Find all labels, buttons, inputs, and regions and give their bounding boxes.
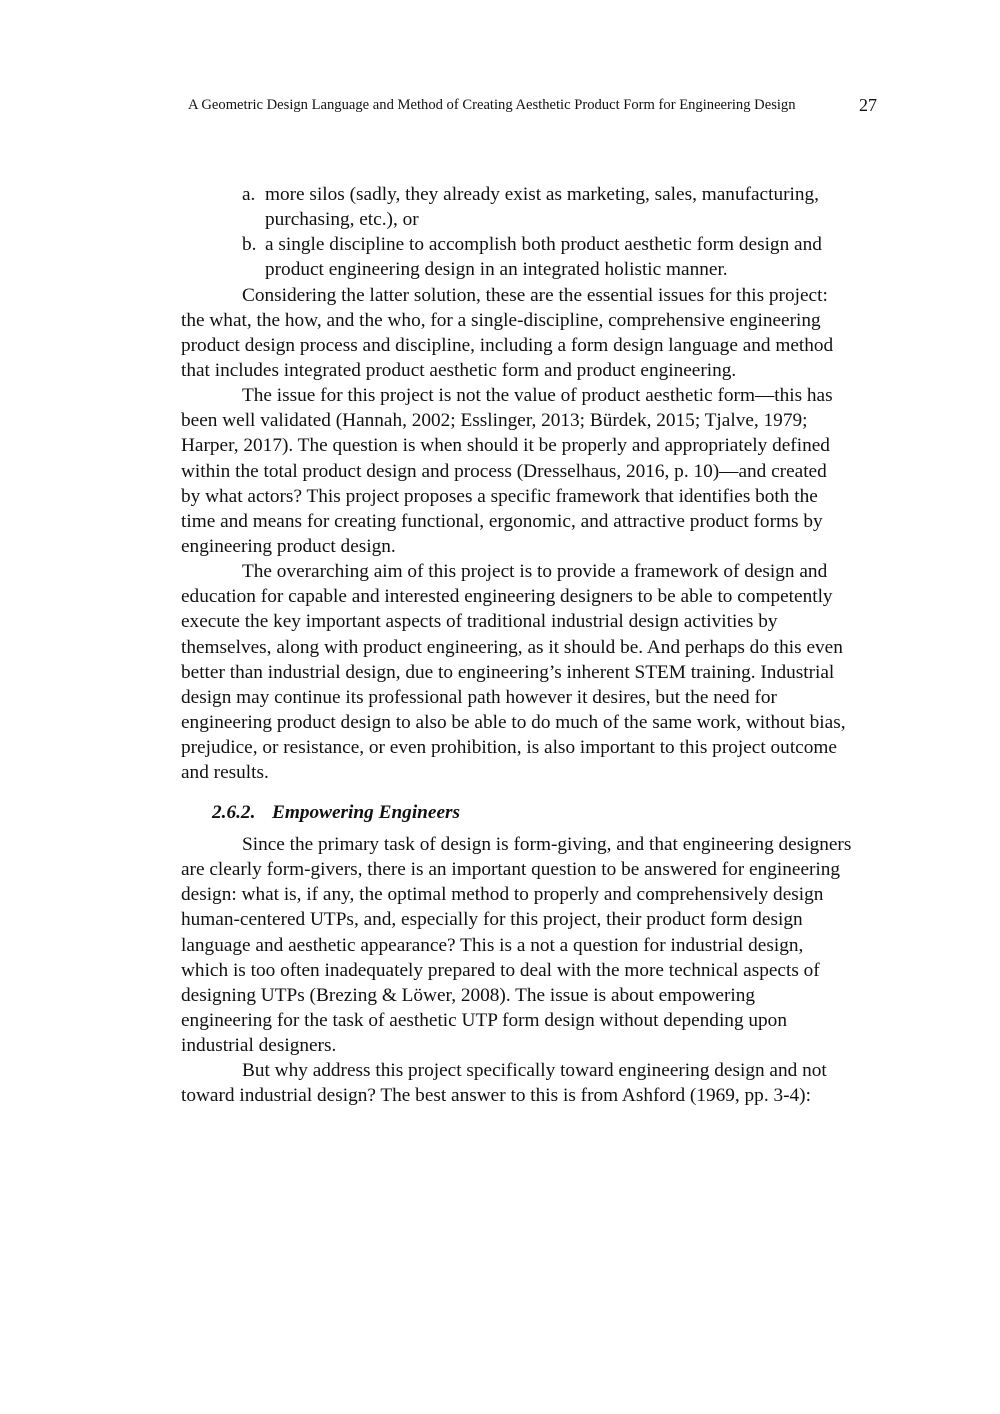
list-item-text: a single discipline to accomplish both product aesthetic form design and [265,234,822,256]
paragraph-line: The issue for this project is not the value of product aesthetic form—this has [242,385,833,407]
paragraph-line: better than industrial design, due to engineering’s inherent STEM training. Industrial [181,661,835,683]
paragraph-line: are clearly form-givers, there is an important question to be answered for engineering [181,859,841,881]
paragraph-line: engineering product design. [181,535,396,557]
running-header: A Geometric Design Language and Method of Creating Aesthetic Product Form for Engineering Design [188,97,796,113]
paragraph-line: product design process and discipline, including a form design language and method [181,334,834,356]
list-marker: a. [242,184,256,205]
section-title: Empowering Engineers [272,802,461,823]
paragraph-line: Since the primary task of design is form-giving, and that engineering designers [242,834,852,855]
section-heading [212,802,460,824]
list-item-line [181,182,846,207]
paragraph-line: engineering product design to also be able to do much of the same work, without bias, [181,711,846,733]
list-item-line [181,232,846,257]
list-item-text: more silos (sadly, they already exist as marketing, sales, manufacturing, [265,184,819,205]
paragraph-line: Harper, 2017). The question is when should it be properly and appropriately defined [181,435,830,457]
page-number: 27 [859,95,877,115]
paragraph-line: education for capable and interested engineering designers to be able to competently [181,586,833,608]
paragraph-line: design: what is, if any, the optimal method to properly and comprehensively design [181,884,824,906]
body-text-lower [181,832,851,1109]
list-item-line [181,257,846,282]
paragraph-line: The overarching aim of this project is to provide a framework of design and [242,561,828,583]
paragraph-line: that includes integrated product aesthetic form and product engineering. [181,359,737,381]
paragraph-line: Considering the latter solution, these are the essential issues for this project: [242,284,828,306]
paragraph-line: within the total product design and process (Dresselhaus, 2016, p. 10)—and created [181,460,827,482]
paragraph-line: language and aesthetic appearance? This is a not a question for industrial design, [181,934,804,956]
paragraph-line: design may continue its professional path however it desires, but the need for [181,686,777,708]
section-number: 2.6.2. [212,802,256,823]
list-item-line [181,207,846,232]
body-text-upper [181,182,846,785]
list-item-text: purchasing, etc.), or [265,209,419,231]
paragraph-line: prejudice, or resistance, or even prohibition, is also important to this project outcome [181,737,837,759]
paragraph-line: But why address this project specifically toward engineering design and not [242,1060,827,1082]
list-marker: b. [242,234,257,256]
paragraph-line: themselves, along with product engineering, as it should be. And perhaps do this even [181,636,843,658]
paragraph-line: toward industrial design? The best answer to this is from Ashford (1969, pp. 3-4): [181,1085,811,1107]
paragraph-line: been well validated (Hannah, 2002; Esslinger, 2013; Bürdek, 2015; Tjalve, 1979; [181,410,808,432]
list-item-text: product engineering design in an integrated holistic manner. [265,259,728,281]
paragraph-line: the what, the how, and the who, for a single-discipline, comprehensive engineering [181,309,821,331]
paragraph-line: and results. [181,762,269,784]
paragraph-line: human-centered UTPs, and, especially for this project, their product form design [181,909,803,931]
paragraph-line: designing UTPs (Brezing & Löwer, 2008). The issue is about empowering [181,984,756,1006]
paragraph-line: execute the key important aspects of traditional industrial design activities by [181,611,778,633]
paragraph-line: which is too often inadequately prepared to deal with the more technical aspects of [181,959,820,981]
paragraph-line: time and means for creating functional, ergonomic, and attractive product forms by [181,510,823,532]
paragraph-line: engineering for the task of aesthetic UTP form design without depending upon [181,1009,787,1031]
paragraph-line: industrial designers. [181,1035,337,1057]
paragraph-line: by what actors? This project proposes a specific framework that identifies both the [181,485,818,507]
